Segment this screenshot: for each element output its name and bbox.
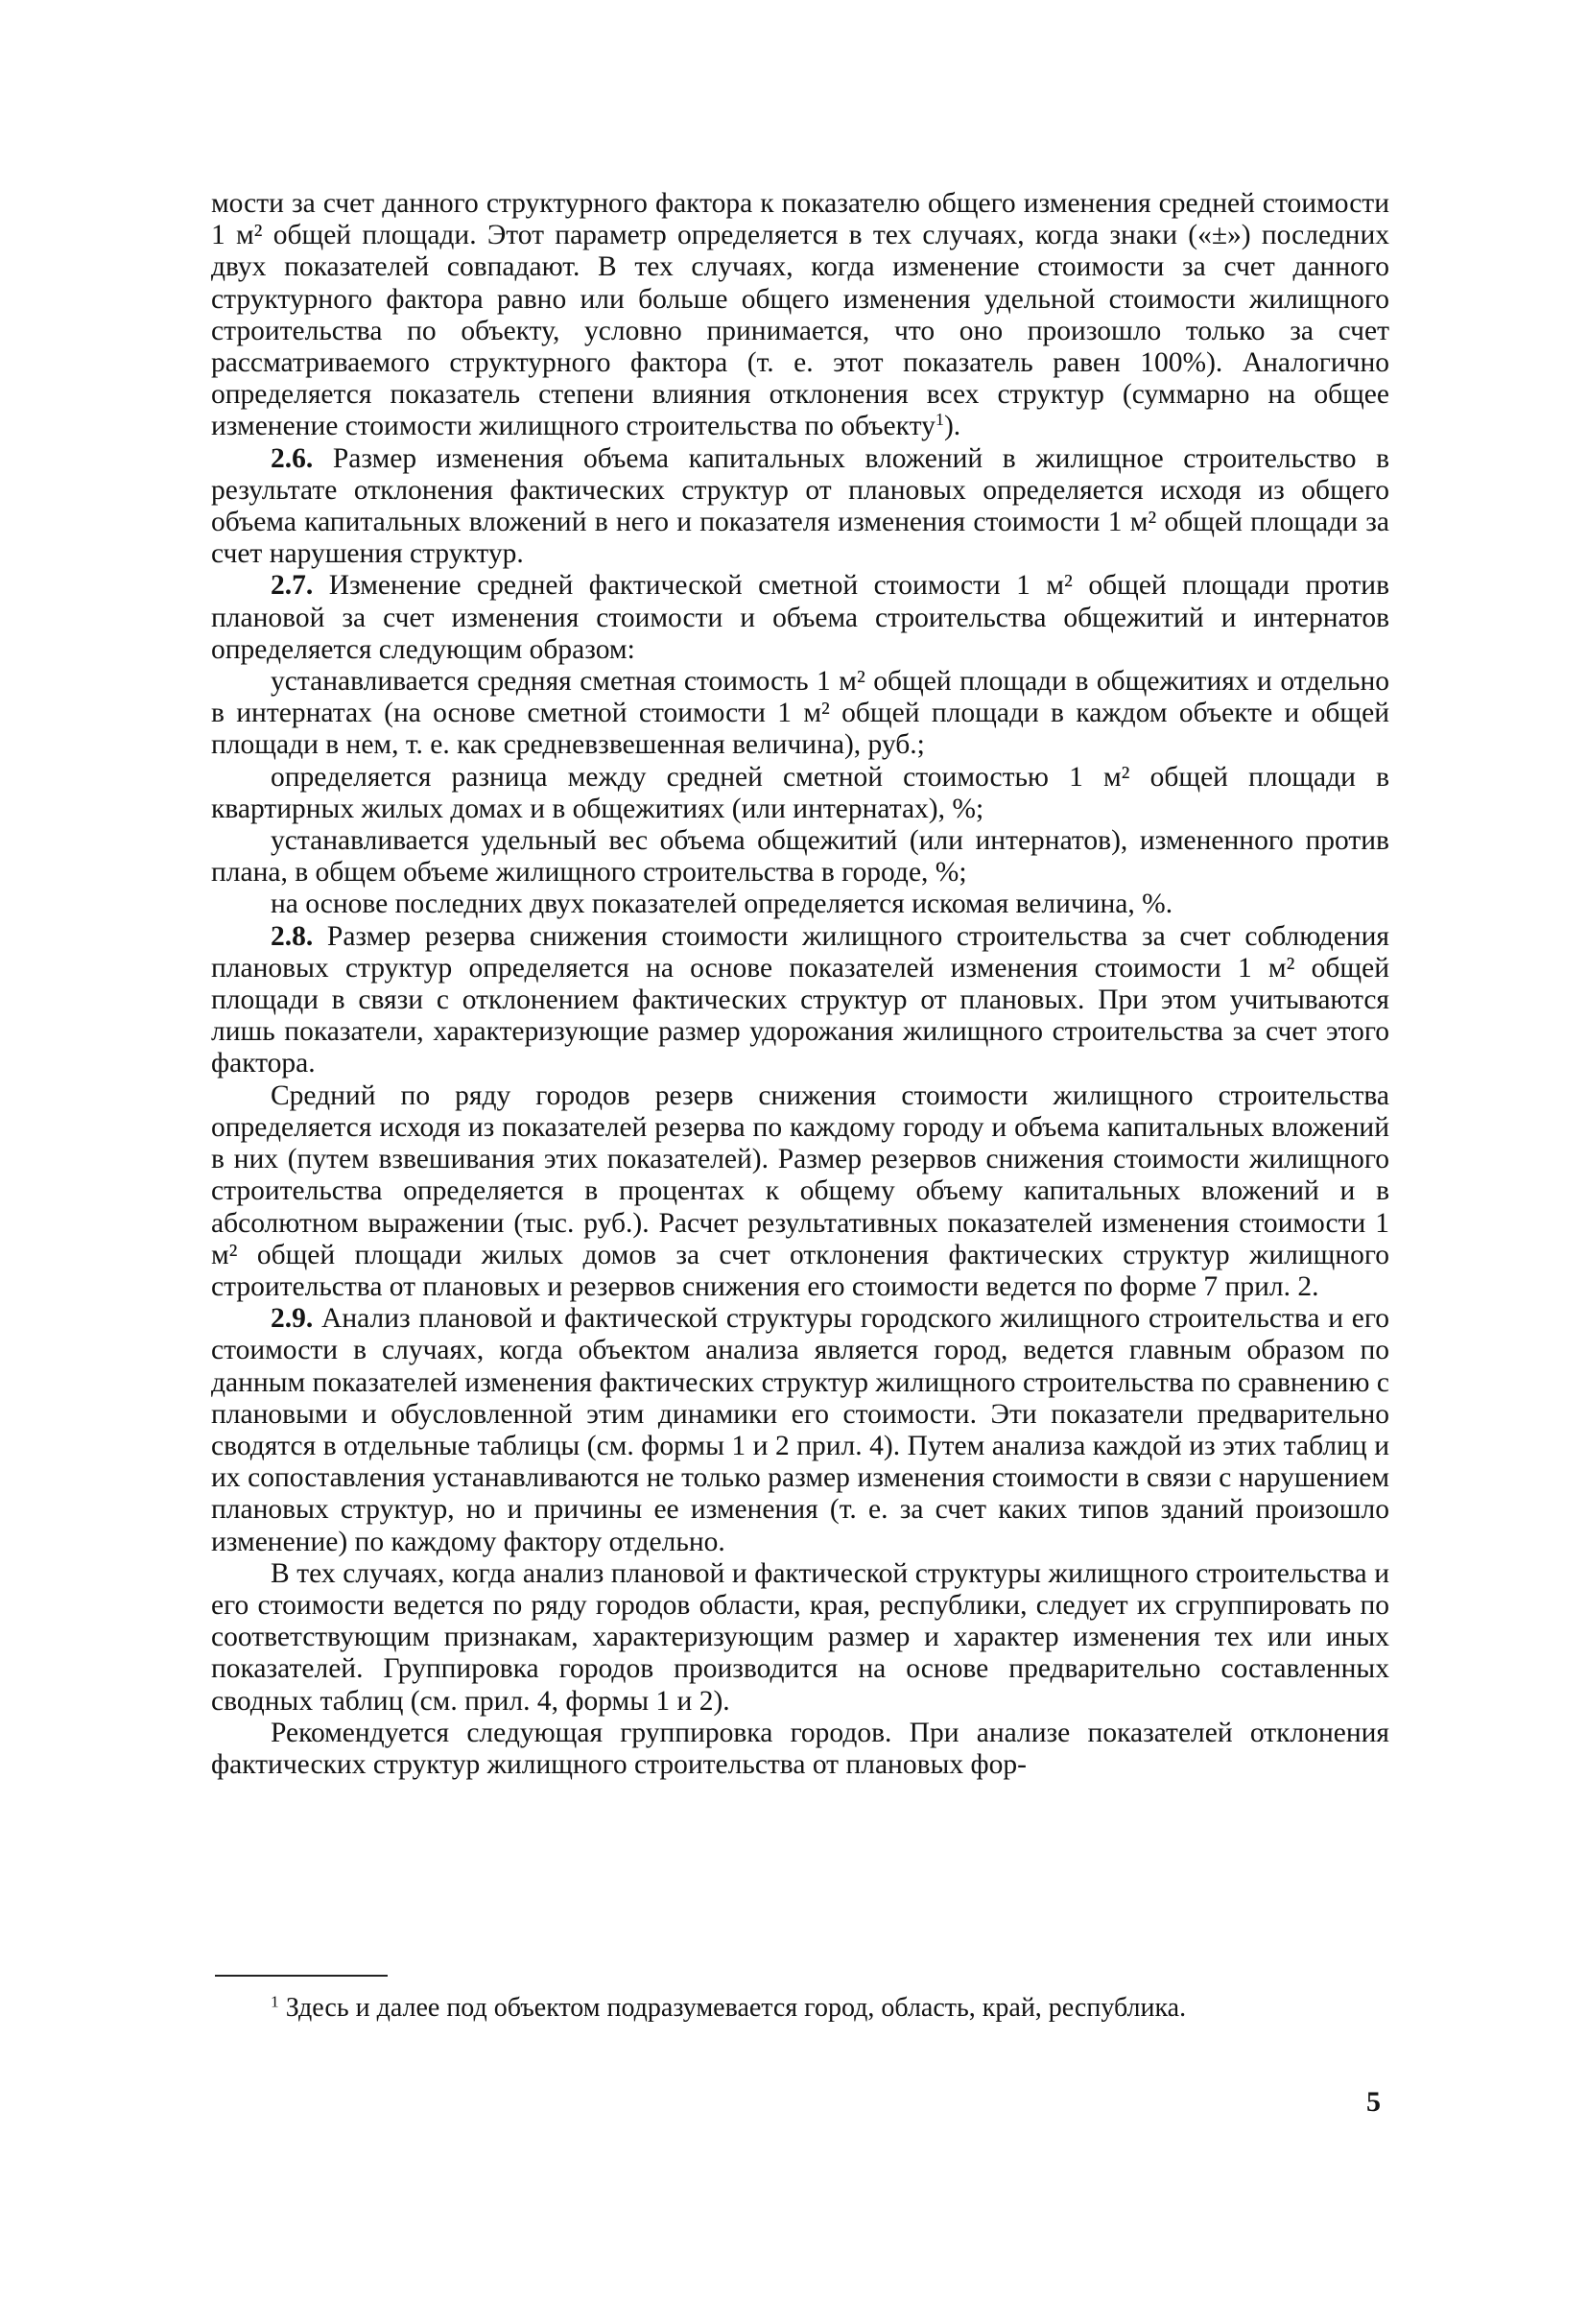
section-number-2-7: 2.7. [271,570,314,602]
paragraph-2-8-text: Размер резерва снижения стоимости жилищного строительства за счет соблюдения плановых структур определяется на основе показателей изменения стоимости 1 м² общей площади в связи с отклонением фактических структур от плановых. При этом учитываются лишь показатели, характеризующие размер удорожания жилищного строительства за счет этого фактора. [211,920,1389,1079]
footnote-text: Здесь и далее под объектом подразумевается город, область, край, республика. [285,1993,1187,2023]
footnote [211,1992,1389,2024]
footnote-paragraph [211,1992,1389,2024]
paragraph-2-8 [211,921,1389,1080]
paragraph-2-9-b: В тех случаях, когда анализ плановой и фактической структуры жилищного строительства и его стоимости ведется по ряду городов области, края, республики, следует их сгруппировать по соответствующим признакам, характеризующим размер и характер изменения тех или иных показателей. Группировка городов производится на основе предварительно составленных сводных таблиц (см. прил. 4, формы 1 и 2). [211,1557,1389,1717]
paragraph-2-8-b: Средний по ряду городов резерв снижения стоимости жилищного строительства определяется исходя из показателей резерва по каждому городу и объема капитальных вложений в них (путем взвешивания этих показателей). Размер резервов снижения стоимости жилищного строительства определяется в процентах к общему объему капитальных вложений и в абсолютном выражении (тыс. руб.). Расчет результативных показателей изменения стоимости 1 м² общей площади жилых домов за счет отклонения фактических структур жилищного строительства от плановых и резервов снижения его стоимости ведется по форме 7 прил. 2. [211,1079,1389,1302]
footnote-divider [215,1975,388,1977]
paragraph-intro-end: ). [943,411,961,442]
footnote-marker: 1 [271,1992,279,2011]
page-number: 5 [1366,2086,1381,2118]
paragraph-2-7-item-c: устанавливается удельный вес объема общежитий (или интернатов), измененного против плана, в общем объеме жилищного строительства в городе, %; [211,825,1389,889]
paragraph-2-7-item-d: на основе последних двух показателей определяется искомая величина, %. [271,889,1173,920]
paragraph-2-9 [211,1303,1389,1558]
paragraph-intro-text: мости за счет данного структурного фактора к показателю общего изменения средней стоимости 1 м² общей площади. Этот параметр определяется в тех случаях, когда знаки («±») последних двух показателей совпадают. В тех случаях, когда изменение стоимости за счет данного структурного фактора равно или больше общего изменения удельной стоимости жилищного строительства по объекту, условно принимается, что оно произошло только за счет рассматриваемого структурного фактора (т. е. этот показатель равен 100%). Аналогично определяется показатель степени влияния отклонения всех структур (суммарно на общее изменение стоимости жилищного строительства по объекту [211,188,1389,442]
paragraph-2-9-c: Рекомендуется следующая группировка городов. При анализе показателей отклонения фактических структур жилищного строительства от плановых фор- [211,1717,1389,1780]
paragraph-2-7-item-b: определяется разница между средней сметной стоимостью 1 м² общей площади в квартирных жилых домах и в общежитиях (или интернатах), %; [211,761,1389,824]
paragraph-2-9-text: Анализ плановой и фактической структуры городского жилищного строительства и его стоимости в случаях, когда объектом анализа является город, ведется главным образом по данным показателей изменения фактических структур жилищного строительства по сравнению с плановыми и обусловленной этим динамики его стоимости. Эти показатели предварительно сводятся в отдельные таблицы (см. формы 1 и 2 прил. 4). Путем анализа каждой из этих таблиц и их сопоставления устанавливаются не только размер изменения стоимости в связи с нарушением плановых структур, но и причины ее изменения (т. е. за счет каких типов зданий произошло изменение) по каждому фактору отдельно. [211,1303,1390,1557]
section-number-2-6: 2.6. [271,442,314,474]
body-text [211,188,1389,1781]
paragraph-2-7-item-a: устанавливается средняя сметная стоимость 1 м² общей площади в общежитиях и отдельно в интернатах (на основе сметной стоимости 1 м² общей площади в каждом объекте и общей площади в нем, т. е. как средневзвешенная величина), руб.; [211,666,1389,761]
paragraph-2-7 [211,570,1389,666]
paragraph-2-6-text: Размер изменения объема капитальных вложений в жилищное строительство в результате отклонения фактических структур от плановых определяется исходя из общего объема капитальных вложений в него и показателя изменения стоимости 1 м² общей площади за счет нарушения структур. [211,442,1390,570]
section-number-2-8: 2.8. [271,920,314,952]
paragraph-2-7-text: Изменение средней фактической сметной стоимости 1 м² общей площади против плановой за счет изменения стоимости и объема строительства общежитий и интернатов определяется следующим образом: [211,570,1390,665]
paragraph-intro [211,188,1389,443]
paragraph-2-6 [211,443,1389,571]
section-number-2-9: 2.9. [271,1303,314,1335]
footnote-reference: 1 [935,410,944,430]
